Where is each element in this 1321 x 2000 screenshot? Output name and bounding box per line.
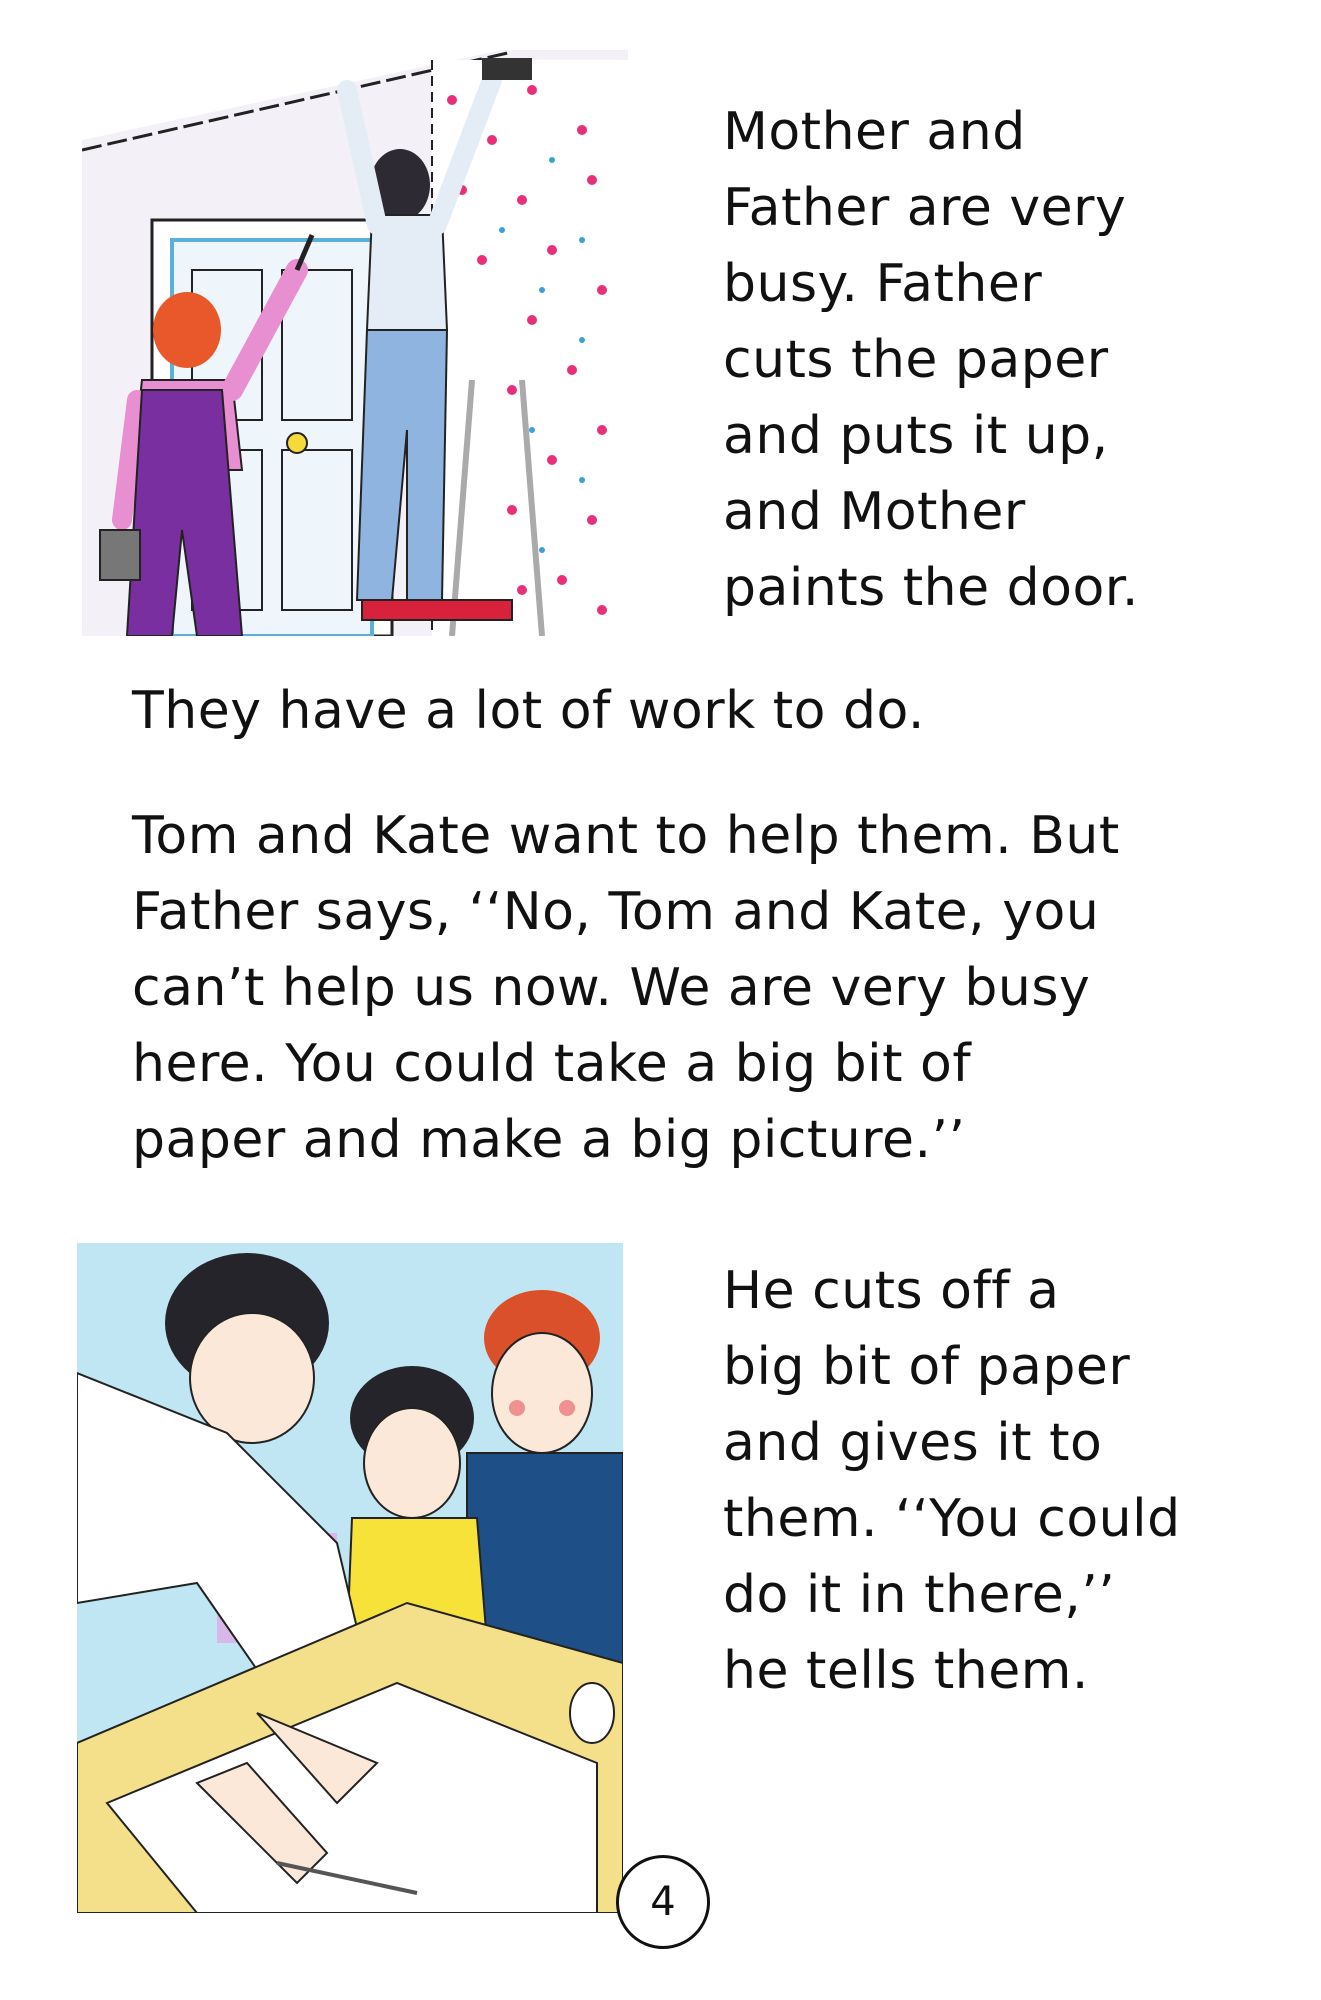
text-line: and gives it to [723,1413,1103,1473]
text-line: paper and make a big picture.’’ [132,1110,966,1170]
paragraph-he-cuts-off [723,1253,1181,1709]
paragraph-parents-busy [723,94,1139,626]
text-line: and puts it up, [723,406,1109,466]
text-line: can’t help us now. We are very busy [132,958,1091,1018]
text-line: and Mother [723,482,1026,542]
text-line: Tom and Kate want to help them. But [132,806,1120,866]
text-line: cuts the paper [723,330,1109,390]
text-line: here. You could take a big bit of [132,1034,972,1094]
text-line: big bit of paper [723,1337,1131,1397]
text-line: busy. Father [723,254,1043,314]
paragraph-lot-of-work [132,673,925,749]
page-number: 4 [616,1855,710,1949]
text-line: he tells them. [723,1641,1089,1701]
illustration-father-cutting-paper [77,1243,623,1913]
illustration-painting-and-wallpapering [82,50,628,636]
text-line: He cuts off a [723,1261,1060,1321]
text-line: do it in there,’’ [723,1565,1116,1625]
paragraph-tom-and-kate-want-to-help [132,798,1120,1178]
text-line: They have a lot of work to do. [132,681,925,741]
text-line: Father are very [723,178,1127,238]
text-line: Father says, ‘‘No, Tom and Kate, you [132,882,1100,942]
text-line: them. ‘‘You could [723,1489,1181,1549]
text-line: Mother and [723,102,1026,162]
text-line: paints the door. [723,558,1139,618]
